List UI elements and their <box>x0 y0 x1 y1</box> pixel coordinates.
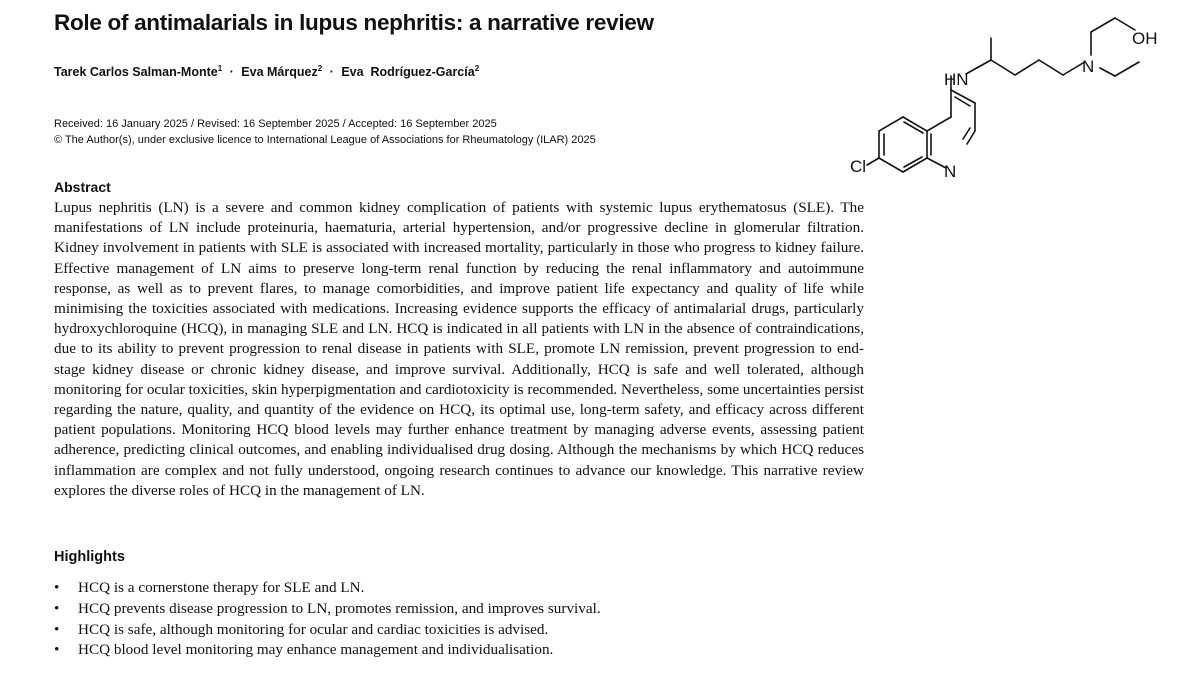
highlight-item <box>54 640 601 661</box>
amine-label: HN <box>944 70 969 89</box>
highlights-list <box>54 578 601 661</box>
highlight-text: HCQ blood level monitoring may enhance management and individualisation. <box>78 641 554 659</box>
highlight-item <box>54 578 601 599</box>
tertiary-amine-label: N <box>1082 57 1095 76</box>
highlight-text: HCQ prevents disease progression to LN, promotes remission, and improves survival. <box>78 599 601 617</box>
hydroxyl-label: OH <box>1132 29 1158 48</box>
bullet-icon: • <box>54 579 60 596</box>
publication-dates: Received: 16 January 2025 / Revised: 16 September 2025 / Accepted: 16 September 2025 <box>54 118 497 130</box>
highlight-text: HCQ is a cornerstone therapy for SLE and LN. <box>78 579 365 596</box>
highlights-heading: Highlights <box>54 549 125 565</box>
author-name[interactable]: Tarek Carlos Salman-Monte <box>54 65 218 79</box>
author-separator: · <box>229 65 234 79</box>
author-separator: · <box>329 65 334 79</box>
paper-title: Role of antimalarials in lupus nephritis: a narrative review <box>54 10 654 35</box>
author-name[interactable]: Eva Rodríguez-García <box>341 65 475 79</box>
abstract-heading: Abstract <box>54 179 111 195</box>
highlight-item <box>54 599 601 620</box>
abstract-text: Lupus nephritis (LN) is a severe and common kidney complication of patients with systemic lupus erythematosus (SLE). The manifestations of LN include proteinuria, haematuria, arterial hypertension, and/or progressive decline in glomerular filtration. Kidney involvement in patients with SLE is associated with increased mortality, particularly in those who progress to kidney failure. Effective management of LN aims to preserve long-term renal function by reducing the renal inflammatory and autoimmune response, as well as to prevent flares, to manage comorbidities, and improve patient life expectancy and quality of life while minimising the toxicities associated with medications. Increasing evidence supports the efficacy of antimalarial drugs, particularly hydroxychloroquine (HCQ), in managing SLE and LN. HCQ is indicated in all patients with LN in the absence of contraindications, due to its ability to prevent progression to renal disease in patients with SLE, promote LN remission, prevent progression to end-stage kidney disease or chronic kidney disease, and improve survival. Additionally, HCQ is safe and well tolerated, although monitoring for ocular toxicities, skin hyperpigmentation and cardiotoxicity is recommended. Nevertheless, some uncertainties persist regarding the nature, quality, and quantity of the evidence on HCQ, its optimal use, long-term safety, and efficacy across different patient populations. Monitoring HCQ blood levels may further enhance treatment by managing adverse events, assessing patient adherence, predicting clinical outcomes, and enabling individualised drug dosing. Although the mechanisms by which HCQ reduces inflammation are complex and not fully understood, ongoing research continues to advance our knowledge. This narrative review explores the diverse roles of HCQ in the management of LN. <box>54 199 864 499</box>
author-list <box>54 64 479 79</box>
ring-nitrogen-label: N <box>944 162 957 181</box>
affiliation-marker: 2 <box>474 64 480 73</box>
chloro-label: Cl <box>850 157 867 176</box>
highlight-item <box>54 620 601 641</box>
bullet-icon: • <box>54 599 60 617</box>
bullet-icon: • <box>54 620 60 638</box>
highlight-text: HCQ is safe, although monitoring for ocular and cardiac toxicities is advised. <box>78 620 549 638</box>
molecule-bonds <box>867 18 1139 172</box>
affiliation-marker: 1 <box>217 64 223 73</box>
affiliation-marker: 2 <box>317 64 323 73</box>
author-name[interactable]: Eva Márquez <box>241 65 318 79</box>
hydroxychloroquine-structure <box>840 0 1180 190</box>
copyright-notice: © The Author(s), under exclusive licence to International League of Associations for Rheumatology (ILAR) 2025 <box>54 134 596 146</box>
bullet-icon: • <box>54 641 60 659</box>
